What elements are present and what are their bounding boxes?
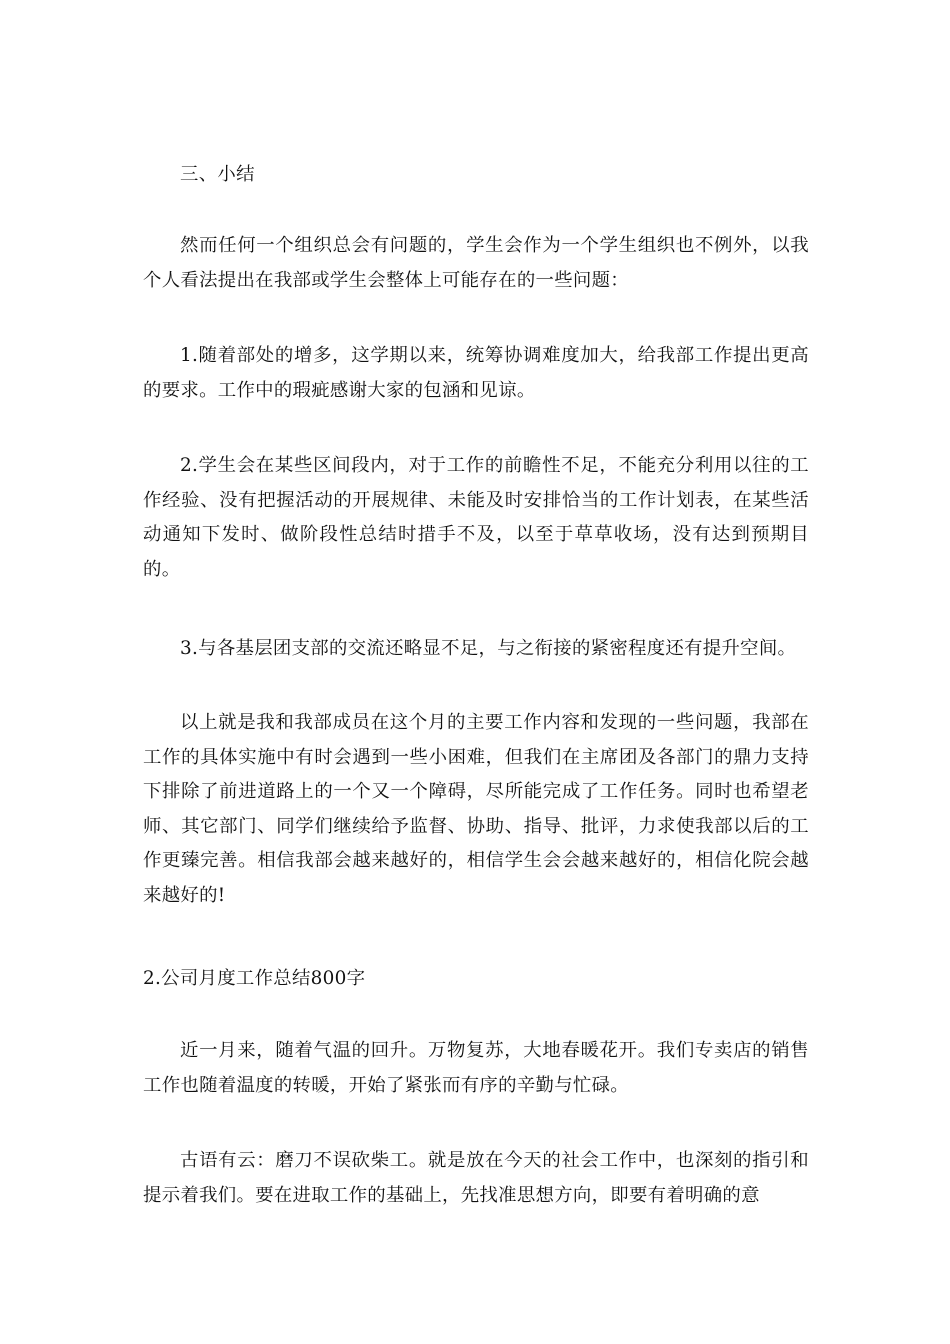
section-heading: 三、小结 [180,164,255,185]
paragraph-conclusion: 以上就是我和我部成员在这个月的主要工作内容和发现的一些问题，我部在工作的具体实施中有时会遇到一些小困难，但我们在主席团及各部门的鼎力支持下排除了前进道路上的一个又一个障碍，尽所能完成了工作任务。同时也希望老师、其它部门、同学们继续给予监督、协助、指导、批评，力求使我部以后的工作更臻完善。相信我部会越来越好的，相信学生会会越来越好的，相信化院会越来越好的! [143,712,809,906]
article-title: 2.公司月度工作总结800字 [143,968,366,989]
list-item-2: 2.学生会在某些区间段内，对于工作的前瞻性不足，不能充分利用以往的工作经验、没有把握活动的开展规律、未能及时安排恰当的工作计划表，在某些活动通知下发时、做阶段性总结时措手不及，以至于草草收场，没有达到预期目的。 [143,455,809,580]
list-item-3: 3.与各基层团支部的交流还略显不足，与之衔接的紧密程度还有提升空间。 [180,638,797,659]
paragraph-article-1: 近一月来，随着气温的回升。万物复苏，大地春暖花开。我们专卖店的销售工作也随着温度的转暖，开始了紧张而有序的辛勤与忙碌。 [143,1040,809,1096]
paragraph-article-2: 古语有云：磨刀不误砍柴工。就是放在今天的社会工作中，也深刻的指引和提示着我们。要在进取工作的基础上，先找准思想方向，即要有着明确的意 [143,1150,809,1206]
paragraph-intro: 然而任何一个组织总会有问题的，学生会作为一个学生组织也不例外，以我个人看法提出在我部或学生会整体上可能存在的一些问题： [143,235,809,291]
list-item-1: 1.随着部处的增多，这学期以来，统筹协调难度加大，给我部工作提出更高的要求。工作中的瑕疵感谢大家的包涵和见谅。 [143,345,809,401]
